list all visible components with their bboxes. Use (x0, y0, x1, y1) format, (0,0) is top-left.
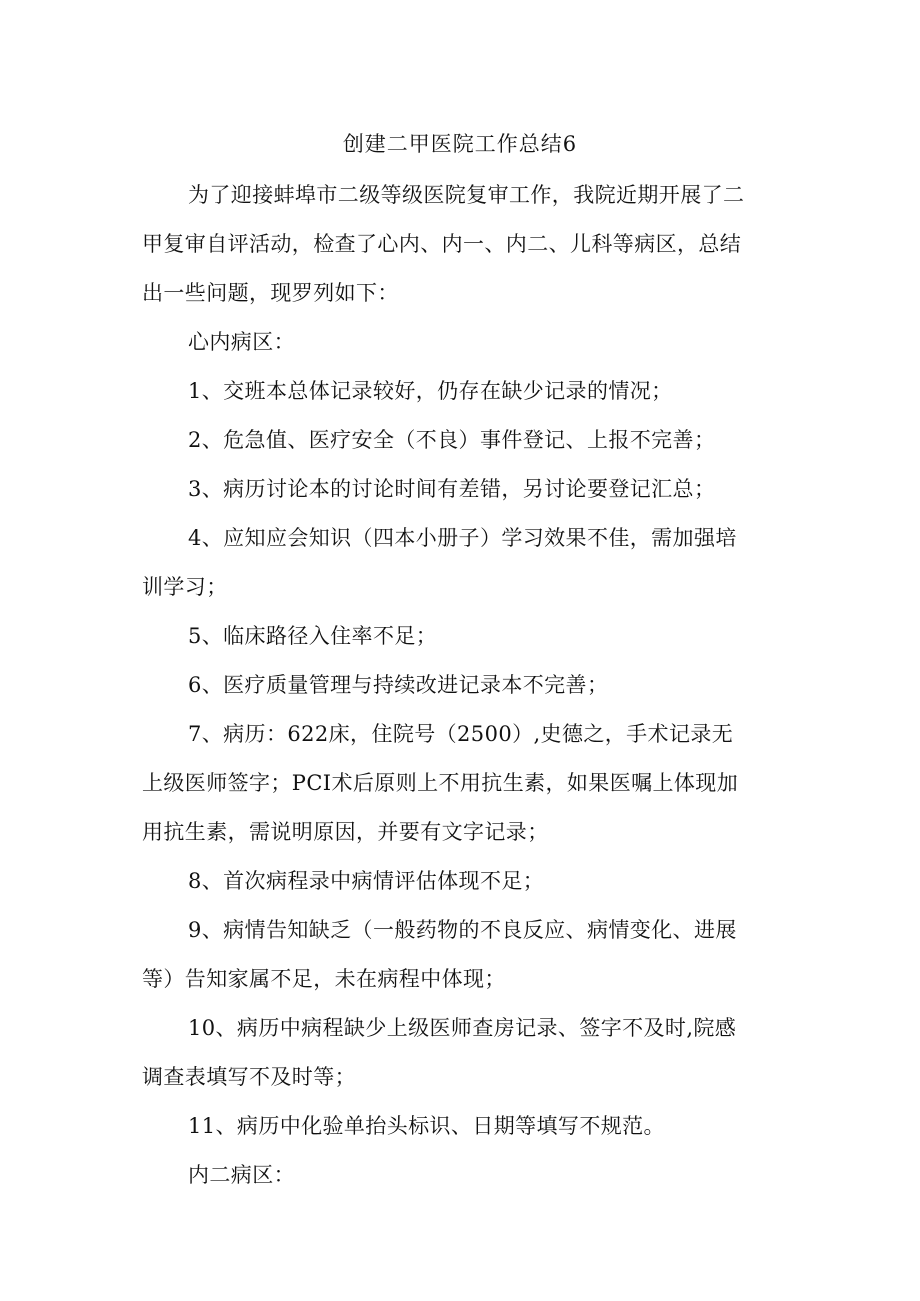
list-item: 7、病历：622床，住院号（2500）,史德之，手术记录无 (188, 722, 734, 746)
paragraph-line: 为了迎接蚌埠市二级等级医院复审工作，我院近期开展了二 (188, 183, 745, 207)
list-item: 5、临床路径入住率不足； (188, 624, 438, 648)
list-item: 1、交班本总体记录较好，仍存在缺少记录的情况； (188, 379, 673, 403)
document-title: 创建二甲医院工作总结6 (342, 132, 578, 156)
list-item: 10、病历中病程缺少上级医师查房记录、签字不及时,院感 (188, 1016, 737, 1040)
list-item: 3、病历讨论本的讨论时间有差错，另讨论要登记汇总； (188, 477, 716, 501)
list-item: 4、应知应会知识（四本小册子）学习效果不佳，需加强培 (188, 526, 737, 550)
list-item-continued: 调查表填写不及时等； (142, 1065, 356, 1089)
list-item: 2、危急值、医疗安全（不良）事件登记、上报不完善； (188, 428, 716, 452)
paragraph-line: 甲复审自评活动，检查了心内、内一、内二、儿科等病区，总结 (142, 232, 742, 256)
list-item: 9、病情告知缺乏（一般药物的不良反应、病情变化、进展 (188, 918, 737, 942)
list-item: 11、病历中化验单抬头标识、日期等填写不规范。 (188, 1114, 665, 1138)
section-heading: 心内病区： (188, 330, 295, 354)
list-item-continued: 用抗生素，需说明原因，并要有文字记录； (142, 820, 549, 844)
section-heading: 内二病区： (188, 1163, 295, 1187)
paragraph-line: 出一些问题，现罗列如下： (142, 281, 399, 305)
list-item: 6、医疗质量管理与持续改进记录本不完善； (188, 673, 609, 697)
list-item-continued: 上级医师签字；PCI术后原则上不用抗生素，如果医嘱上体现加 (142, 771, 739, 795)
list-item-continued: 训学习； (142, 575, 228, 599)
list-item-continued: 等）告知家属不足，未在病程中体现； (142, 967, 506, 991)
list-item: 8、首次病程录中病情评估体现不足； (188, 869, 545, 893)
